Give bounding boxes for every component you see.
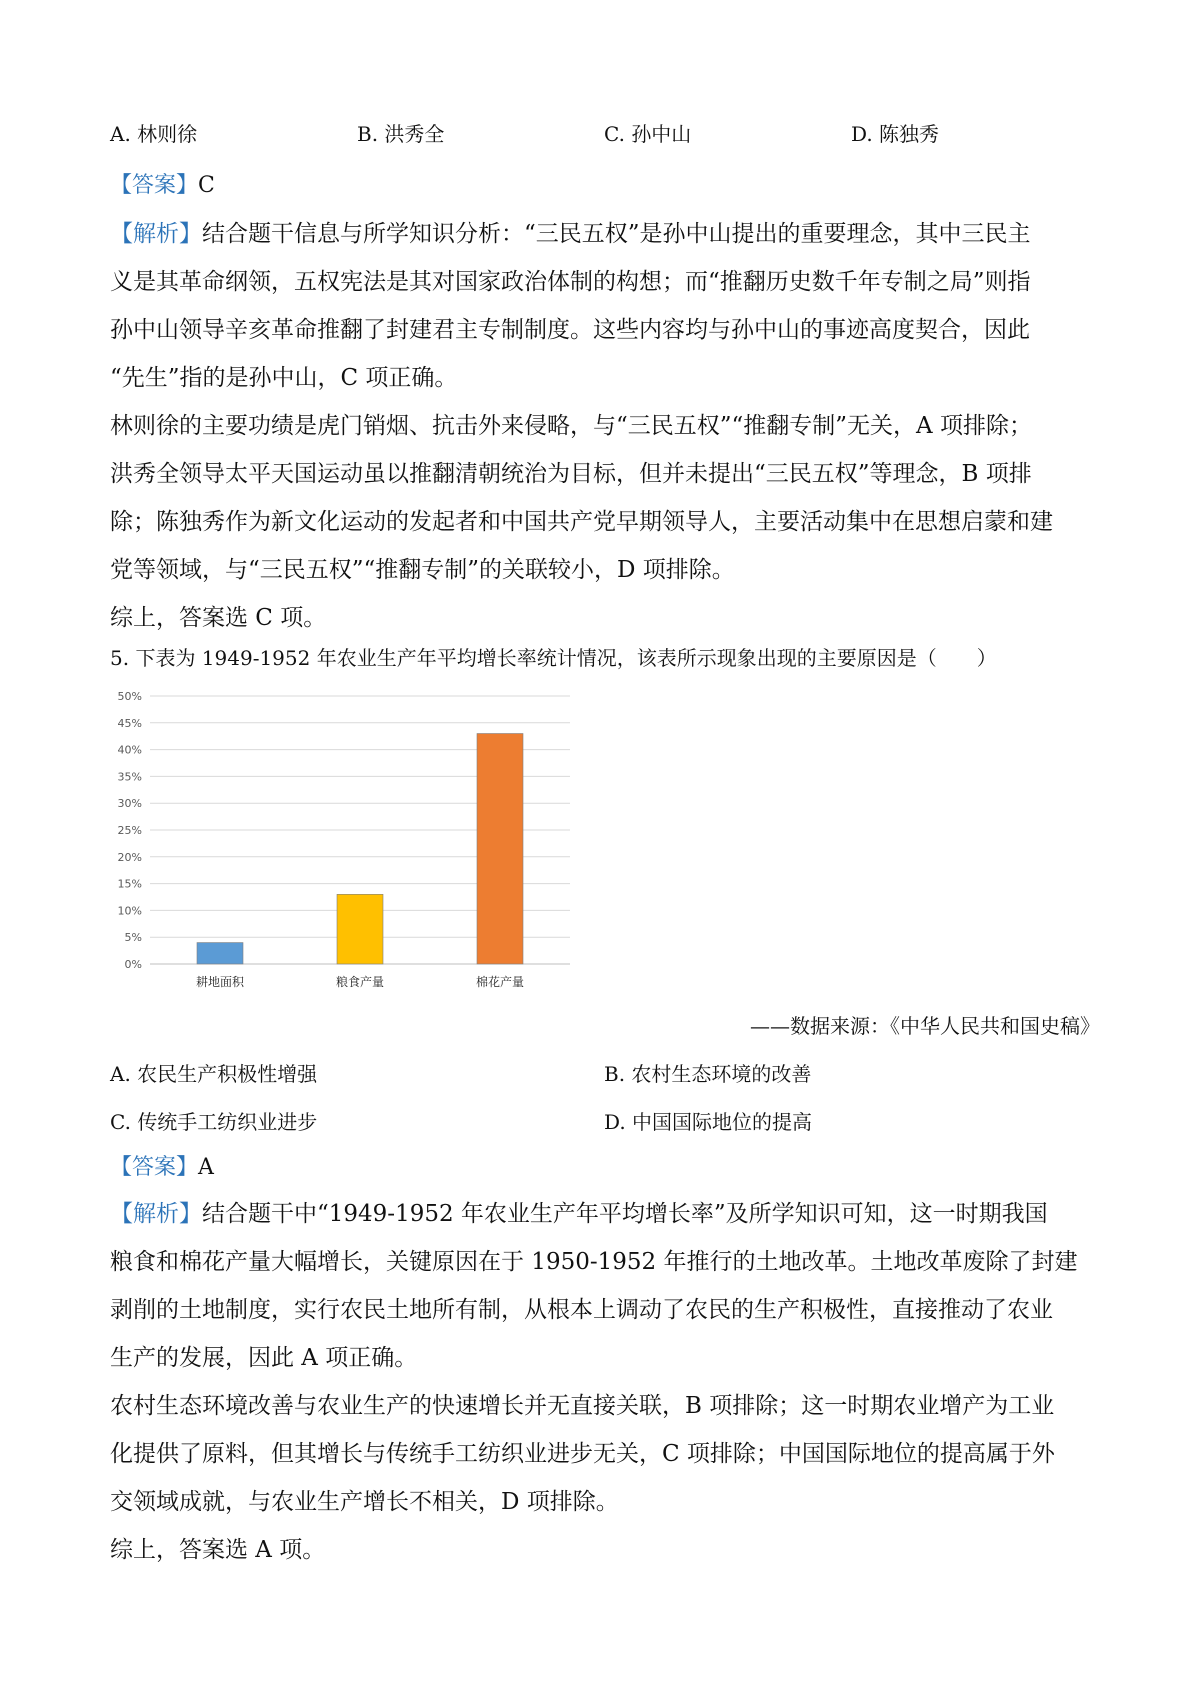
- option-text: 传统手工纺织业进步: [137, 1110, 318, 1134]
- y-tick-label: 50%: [117, 690, 142, 703]
- q5-option-c[interactable]: [110, 1106, 317, 1135]
- option-text: 孙中山: [631, 122, 692, 146]
- analysis-line: 党等领域，与“三民五权”“推翻专制”的关联较小，D 项排除。: [110, 557, 735, 583]
- y-tick-label: 15%: [117, 877, 142, 891]
- q4-option-a[interactable]: [110, 118, 197, 147]
- q4-options: [110, 118, 1100, 150]
- analysis-line: 剥削的土地制度，实行农民土地所有制，从根本上调动了农民的生产积极性，直接推动了农业: [110, 1297, 1053, 1323]
- analysis-line: 交领域成就，与农业生产增长不相关，D 项排除。: [110, 1489, 619, 1515]
- analysis-line: 【解析】结合题干中“1949-1952 年农业生产年平均增长率”及所学知识可知，这一时期我国: [110, 1201, 1048, 1227]
- option-letter: B.: [604, 1062, 626, 1086]
- y-tick-label: 25%: [117, 824, 142, 837]
- analysis-line: 生产的发展，因此 A 项正确。: [110, 1345, 418, 1371]
- analysis-line: 综上，答案选 C 项。: [110, 605, 327, 631]
- bar-2: [337, 894, 383, 964]
- answer-tag: 【答案】: [110, 1155, 199, 1180]
- analysis-line: 洪秀全领导太平天国运动虽以推翻清朝统治为目标，但并未提出“三民五权”等理念，B 项排: [110, 461, 1032, 487]
- analysis-line: 义是其革命纲领，五权宪法是其对国家政治体制的构想；而“推翻历史数千年专制之局”则指: [110, 269, 1031, 295]
- analysis-line: 综上，答案选 A 项。: [110, 1537, 326, 1563]
- analysis-line: 林则徐的主要功绩是虎门销烟、抗击外来侵略，与“三民五权”“推翻专制”无关，A 项排除；: [110, 413, 1032, 439]
- q4-answer: [110, 168, 215, 199]
- option-text: 农村生态环境的改善: [631, 1062, 812, 1086]
- x-category-label: 耕地面积: [195, 975, 245, 989]
- q5-option-d[interactable]: [604, 1106, 812, 1135]
- q5-option-b[interactable]: [604, 1058, 811, 1087]
- analysis-line: 除；陈独秀作为新文化运动的发起者和中国共产党早期领导人，主要活动集中在思想启蒙和建: [110, 509, 1053, 535]
- option-text: 农民生产积极性增强: [137, 1062, 318, 1086]
- y-tick-label: 35%: [117, 770, 142, 784]
- y-tick-label: 45%: [117, 716, 142, 730]
- analysis-tag: 【解析】: [110, 221, 202, 247]
- option-letter: D.: [851, 122, 873, 146]
- answer-value: C: [198, 173, 215, 198]
- q4-option-d[interactable]: [851, 118, 939, 147]
- q5-options-row1: [110, 1058, 1100, 1090]
- option-text: 洪秀全: [384, 122, 445, 146]
- y-tick-label: 0%: [124, 958, 142, 971]
- answer-tag: 【答案】: [110, 173, 199, 198]
- option-text: 陈独秀: [879, 122, 940, 146]
- y-tick-label: 20%: [117, 850, 142, 864]
- q5-options-row2: [110, 1106, 1100, 1138]
- y-tick-label: 40%: [117, 743, 142, 757]
- q5-option-a[interactable]: [110, 1058, 317, 1087]
- y-tick-label: 30%: [117, 797, 142, 811]
- option-letter: A.: [110, 1062, 131, 1086]
- y-tick-label: 10%: [117, 904, 142, 918]
- q5-question: 5. 下表为 1949-1952 年农业生产年平均增长率统计情况，该表所示现象出现的主要原因是（ ）: [110, 646, 997, 670]
- analysis-line: 孙中山领导辛亥革命推翻了封建君主专制制度。这些内容均与孙中山的事迹高度契合，因此: [110, 317, 1030, 343]
- q5-answer: [110, 1150, 214, 1181]
- q5-analysis: [110, 1190, 1100, 1574]
- analysis-tag: 【解析】: [110, 1201, 202, 1227]
- option-letter: D.: [604, 1110, 626, 1134]
- answer-value: A: [198, 1155, 214, 1180]
- option-letter: A.: [110, 122, 131, 146]
- option-letter: B.: [357, 122, 379, 146]
- option-letter: C.: [110, 1110, 131, 1134]
- x-category-label: 粮食产量: [335, 975, 385, 989]
- q4-option-c[interactable]: [604, 118, 691, 147]
- bar-1: [197, 943, 243, 964]
- q4-option-b[interactable]: [357, 118, 444, 147]
- q4-analysis: [110, 210, 1100, 642]
- option-letter: C.: [604, 122, 625, 146]
- analysis-line: 化提供了原料，但其增长与传统手工纺织业进步无关，C 项排除；中国国际地位的提高属于外: [110, 1441, 1055, 1467]
- option-text: 林则徐: [137, 122, 198, 146]
- analysis-line: 农村生态环境改善与农业生产的快速增长并无直接关联，B 项排除；这一时期农业增产为工业: [110, 1393, 1055, 1419]
- analysis-line: 【解析】结合题干信息与所学知识分析：“三民五权”是孙中山提出的重要理念，其中三民主: [110, 221, 1031, 247]
- chart-svg: [100, 684, 580, 994]
- y-tick-label: 5%: [124, 931, 142, 945]
- analysis-line: 粮食和棉花产量大幅增长，关键原因在于 1950-1952 年推行的土地改革。土地改革废除了封建: [110, 1249, 1078, 1275]
- option-text: 中国国际地位的提高: [632, 1110, 813, 1134]
- growth-rate-chart: [100, 684, 580, 994]
- bar-3: [477, 734, 523, 964]
- x-category-label: 棉花产量: [475, 975, 525, 989]
- data-source: ——数据来源：《中华人民共和国史稿》: [750, 1014, 1100, 1038]
- analysis-line: “先生”指的是孙中山，C 项正确。: [110, 365, 458, 391]
